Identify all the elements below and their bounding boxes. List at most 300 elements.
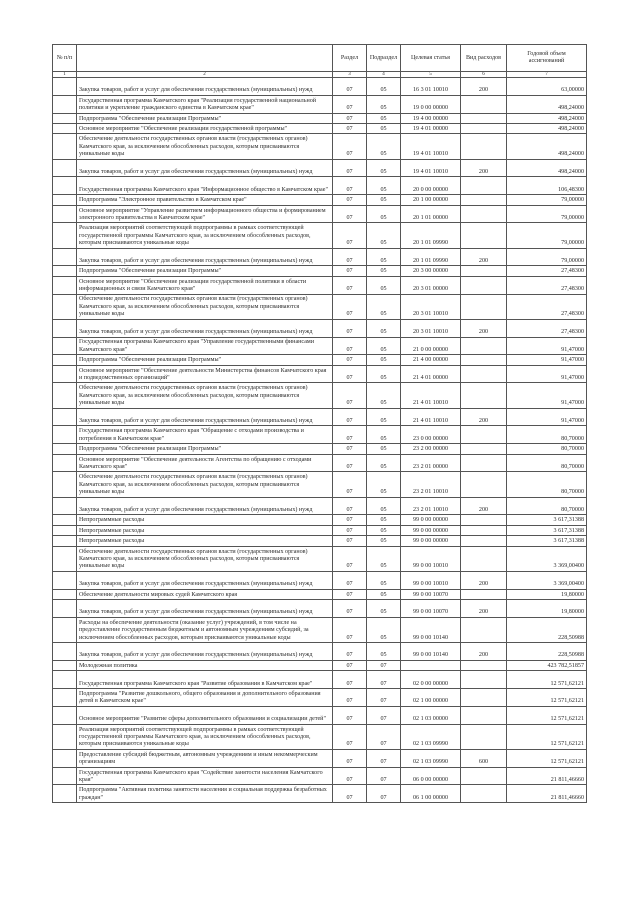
name-cell: Государственная программа Камчатского края "Управление государственными финансами Камчатского края" (77, 337, 333, 355)
number-cell (53, 497, 77, 515)
razdel-cell: 07 (333, 365, 367, 383)
table-row (53, 472, 587, 497)
name-cell: Подпрограмма "Развитие дошкольного, общего образования и дополнительного образования детей в Камчатском крае" (77, 688, 333, 706)
amount-cell: 27,48300 (507, 266, 587, 276)
number-cell (53, 337, 77, 355)
column-number: 4 (367, 72, 401, 78)
amount-cell: 91,47000 (507, 383, 587, 408)
table-row (53, 515, 587, 525)
table-row (53, 248, 587, 266)
target-article-cell: 99 0 00 00000 (401, 536, 461, 546)
table-row (53, 546, 587, 571)
target-article-cell: 02 1 03 09990 (401, 749, 461, 767)
budget-table-sheet (52, 44, 586, 803)
table-row (53, 383, 587, 408)
podrazdel-cell: 07 (367, 660, 401, 670)
razdel-cell: 07 (333, 113, 367, 123)
expense-type-cell (461, 95, 507, 113)
podrazdel-cell: 05 (367, 355, 401, 365)
amount-cell: 498,24000 (507, 95, 587, 113)
header-razdel: Раздел (333, 45, 367, 72)
razdel-cell: 07 (333, 444, 367, 454)
name-cell: Предоставление субсидий бюджетным, автономным учреждениям и иным некоммерческим организациям (77, 749, 333, 767)
target-article-cell: 02 1 03 00000 (401, 706, 461, 724)
number-cell (53, 536, 77, 546)
razdel-cell: 07 (333, 660, 367, 670)
amount-cell: 498,24000 (507, 113, 587, 123)
expense-type-cell (461, 454, 507, 472)
expense-type-cell (461, 472, 507, 497)
target-article-cell: 02 1 00 00000 (401, 688, 461, 706)
podrazdel-cell: 05 (367, 294, 401, 319)
target-article-cell: 99 0 00 10010 (401, 546, 461, 571)
header-annual-amount: Годовой объем ассигнований (507, 45, 587, 72)
razdel-cell: 07 (333, 642, 367, 660)
podrazdel-cell: 05 (367, 383, 401, 408)
podrazdel-cell: 05 (367, 205, 401, 223)
target-article-cell: 20 1 00 00000 (401, 195, 461, 205)
number-cell (53, 113, 77, 123)
number-cell (53, 195, 77, 205)
number-cell (53, 365, 77, 383)
name-cell: Непрограммные расходы (77, 525, 333, 535)
target-article-cell: 06 0 00 00000 (401, 767, 461, 785)
number-cell (53, 749, 77, 767)
razdel-cell: 07 (333, 497, 367, 515)
razdel-cell: 07 (333, 546, 367, 571)
expense-type-cell (461, 123, 507, 133)
number-cell (53, 123, 77, 133)
podrazdel-cell: 05 (367, 571, 401, 589)
table-row (53, 319, 587, 337)
name-cell: Закупка товаров, работ и услуг для обеспечения государственных (муниципальных) нужд (77, 159, 333, 177)
expense-type-cell: 200 (461, 78, 507, 96)
number-cell (53, 248, 77, 266)
number-cell (53, 426, 77, 444)
expense-type-cell (461, 205, 507, 223)
target-article-cell: 20 1 01 09990 (401, 248, 461, 266)
expense-type-cell (461, 195, 507, 205)
number-cell (53, 525, 77, 535)
table-row (53, 355, 587, 365)
amount-cell: 91,47000 (507, 355, 587, 365)
name-cell: Закупка товаров, работ и услуг для обеспечения государственных (муниципальных) нужд (77, 599, 333, 617)
amount-cell: 79,00000 (507, 248, 587, 266)
podrazdel-cell: 05 (367, 195, 401, 205)
name-cell: Закупка товаров, работ и услуг для обеспечения государственных (муниципальных) нужд (77, 642, 333, 660)
name-cell: Расходы на обеспечение деятельности (оказание услуг) учреждений, в том числе на предоставление государственным бюджетным и автономным учреждениям субсидий, за исключением обособленных расходов, которым присваиваются уникальные коды (77, 617, 333, 642)
podrazdel-cell: 05 (367, 525, 401, 535)
table-row (53, 688, 587, 706)
podrazdel-cell: 05 (367, 589, 401, 599)
podrazdel-cell: 05 (367, 78, 401, 96)
expense-type-cell (461, 688, 507, 706)
amount-cell: 498,24000 (507, 123, 587, 133)
amount-cell: 3 369,00400 (507, 546, 587, 571)
expense-type-cell (461, 724, 507, 749)
expense-type-cell: 200 (461, 319, 507, 337)
expense-type-cell (461, 785, 507, 803)
number-cell (53, 223, 77, 248)
expense-type-cell (461, 266, 507, 276)
expense-type-cell (461, 365, 507, 383)
column-number: 3 (333, 72, 367, 78)
name-cell: Государственная программа Камчатского края "Развитие образования в Камчатском крае" (77, 671, 333, 689)
table-row (53, 444, 587, 454)
table-row (53, 78, 587, 96)
podrazdel-cell: 05 (367, 266, 401, 276)
podrazdel-cell: 05 (367, 472, 401, 497)
name-cell: Подпрограмма "Электронное правительство в Камчатском крае" (77, 195, 333, 205)
razdel-cell: 07 (333, 454, 367, 472)
razdel-cell: 07 (333, 276, 367, 294)
podrazdel-cell: 05 (367, 159, 401, 177)
target-article-cell: 19 4 01 10010 (401, 159, 461, 177)
podrazdel-cell: 05 (367, 454, 401, 472)
target-article-cell: 23 2 01 10010 (401, 497, 461, 515)
number-cell (53, 383, 77, 408)
amount-cell: 498,24000 (507, 134, 587, 159)
podrazdel-cell: 05 (367, 546, 401, 571)
target-article-cell: 16 3 01 10010 (401, 78, 461, 96)
expense-type-cell: 200 (461, 571, 507, 589)
podrazdel-cell: 05 (367, 337, 401, 355)
amount-cell: 80,70000 (507, 444, 587, 454)
target-article-cell: 21 4 01 10010 (401, 383, 461, 408)
amount-cell: 228,50988 (507, 617, 587, 642)
expense-type-cell: 600 (461, 749, 507, 767)
table-row (53, 706, 587, 724)
target-article-cell: 99 0 00 10010 (401, 571, 461, 589)
amount-cell: 12 571,62121 (507, 724, 587, 749)
table-row (53, 195, 587, 205)
name-cell: Основное мероприятие "Управление развитием информационного общества и формированием электронного правительства в Камчатском крае" (77, 205, 333, 223)
amount-cell: 79,00000 (507, 195, 587, 205)
target-article-cell: 02 1 03 09990 (401, 724, 461, 749)
number-cell (53, 78, 77, 96)
amount-cell: 91,47000 (507, 365, 587, 383)
razdel-cell: 07 (333, 785, 367, 803)
expense-type-cell (461, 134, 507, 159)
number-cell (53, 444, 77, 454)
target-article-cell: 99 0 00 10070 (401, 589, 461, 599)
amount-cell: 423 782,51857 (507, 660, 587, 670)
amount-cell: 21 811,46660 (507, 767, 587, 785)
table-row (53, 536, 587, 546)
column-number: 5 (401, 72, 461, 78)
expense-type-cell (461, 177, 507, 195)
podrazdel-cell: 05 (367, 642, 401, 660)
razdel-cell: 07 (333, 123, 367, 133)
table-row (53, 276, 587, 294)
table-row (53, 365, 587, 383)
number-cell (53, 472, 77, 497)
podrazdel-cell: 07 (367, 671, 401, 689)
number-cell (53, 671, 77, 689)
razdel-cell: 07 (333, 599, 367, 617)
number-cell (53, 642, 77, 660)
amount-cell: 12 571,62121 (507, 671, 587, 689)
expense-type-cell (461, 426, 507, 444)
podrazdel-cell: 05 (367, 95, 401, 113)
target-article-cell: 21 4 01 10010 (401, 408, 461, 426)
expense-type-cell (461, 113, 507, 123)
number-cell (53, 589, 77, 599)
target-article-cell: 21 4 01 00000 (401, 365, 461, 383)
razdel-cell: 07 (333, 426, 367, 444)
razdel-cell: 07 (333, 688, 367, 706)
razdel-cell: 07 (333, 355, 367, 365)
name-cell: Закупка товаров, работ и услуг для обеспечения государственных (муниципальных) нужд (77, 497, 333, 515)
podrazdel-cell: 05 (367, 536, 401, 546)
podrazdel-cell: 05 (367, 617, 401, 642)
number-cell (53, 276, 77, 294)
target-article-cell: 06 1 00 00000 (401, 785, 461, 803)
table-row (53, 589, 587, 599)
expense-type-cell (461, 444, 507, 454)
expense-type-cell (461, 546, 507, 571)
name-cell: Основное мероприятие "Обеспечение реализации государственной программы" (77, 123, 333, 133)
target-article-cell: 99 0 00 00000 (401, 515, 461, 525)
target-article-cell: 02 0 00 00000 (401, 671, 461, 689)
header-target-article: Целевая статья (401, 45, 461, 72)
amount-cell: 80,70000 (507, 454, 587, 472)
amount-cell: 19,80000 (507, 599, 587, 617)
header-row (53, 45, 587, 72)
name-cell: Подпрограмма "Активная политика занятости населения и социальная поддержка безработных граждан" (77, 785, 333, 803)
expense-type-cell (461, 767, 507, 785)
table-row (53, 266, 587, 276)
amount-cell: 91,47000 (507, 408, 587, 426)
podrazdel-cell: 05 (367, 319, 401, 337)
target-article-cell: 23 2 00 00000 (401, 444, 461, 454)
name-cell: Основное мероприятие "Обеспечение реализации государственной политики в области информационных и связи Камчатского края" (77, 276, 333, 294)
amount-cell: 80,70000 (507, 472, 587, 497)
razdel-cell: 07 (333, 266, 367, 276)
number-cell (53, 599, 77, 617)
podrazdel-cell: 05 (367, 276, 401, 294)
number-cell (53, 767, 77, 785)
budget-table (52, 44, 587, 803)
expense-type-cell (461, 383, 507, 408)
name-cell: Основное мероприятие "Обеспечение деятельности Министерства финансов Камчатского края и подведомственных организаций" (77, 365, 333, 383)
razdel-cell: 07 (333, 319, 367, 337)
amount-cell: 27,48300 (507, 319, 587, 337)
razdel-cell: 07 (333, 515, 367, 525)
target-article-cell: 21 4 00 00000 (401, 355, 461, 365)
podrazdel-cell: 07 (367, 767, 401, 785)
number-cell (53, 205, 77, 223)
razdel-cell: 07 (333, 383, 367, 408)
name-cell: Закупка товаров, работ и услуг для обеспечения государственных (муниципальных) нужд (77, 319, 333, 337)
target-article-cell: 23 2 01 10010 (401, 472, 461, 497)
target-article-cell: 20 3 01 00000 (401, 276, 461, 294)
name-cell: Обеспечение деятельности государственных органов власти (государственных органов) Камчатского края, за исключением обособленных расходов, которым присваиваются уникальные коды (77, 546, 333, 571)
name-cell: Подпрограмма "Обеспечение реализации Программы" (77, 266, 333, 276)
amount-cell: 80,70000 (507, 497, 587, 515)
table-row (53, 454, 587, 472)
number-cell (53, 294, 77, 319)
name-cell: Реализация мероприятий соответствующей подпрограммы в рамках соответствующей государственной программы Камчатского края, за исключением обособленных расходов, которым присваиваются уникальные коды (77, 223, 333, 248)
column-number: 7 (507, 72, 587, 78)
razdel-cell: 07 (333, 525, 367, 535)
expense-type-cell (461, 276, 507, 294)
podrazdel-cell: 05 (367, 134, 401, 159)
target-article-cell: 20 1 01 09990 (401, 223, 461, 248)
razdel-cell: 07 (333, 472, 367, 497)
number-cell (53, 408, 77, 426)
name-cell: Закупка товаров, работ и услуг для обеспечения государственных (муниципальных) нужд (77, 78, 333, 96)
expense-type-cell: 200 (461, 642, 507, 660)
table-row (53, 337, 587, 355)
name-cell: Непрограммные расходы (77, 536, 333, 546)
razdel-cell: 07 (333, 706, 367, 724)
target-article-cell: 99 0 00 10070 (401, 599, 461, 617)
target-article-cell: 20 0 00 00000 (401, 177, 461, 195)
name-cell: Молодежная политика (77, 660, 333, 670)
table-row (53, 159, 587, 177)
table-row (53, 497, 587, 515)
target-article-cell: 19 4 01 00000 (401, 123, 461, 133)
table-row (53, 408, 587, 426)
razdel-cell: 07 (333, 408, 367, 426)
razdel-cell: 07 (333, 589, 367, 599)
number-cell (53, 546, 77, 571)
name-cell: Подпрограмма "Обеспечение реализации Программы" (77, 113, 333, 123)
razdel-cell: 07 (333, 617, 367, 642)
name-cell: Государственная программа Камчатского края "Содействие занятости населения Камчатского края" (77, 767, 333, 785)
podrazdel-cell: 05 (367, 444, 401, 454)
razdel-cell: 07 (333, 78, 367, 96)
amount-cell: 27,48300 (507, 294, 587, 319)
target-article-cell: 20 3 01 10010 (401, 294, 461, 319)
number-cell (53, 724, 77, 749)
podrazdel-cell: 05 (367, 223, 401, 248)
number-cell (53, 688, 77, 706)
target-article-cell: 23 0 00 00000 (401, 426, 461, 444)
podrazdel-cell: 05 (367, 426, 401, 444)
razdel-cell: 07 (333, 671, 367, 689)
amount-cell: 3 369,00400 (507, 571, 587, 589)
table-row (53, 671, 587, 689)
table-row (53, 617, 587, 642)
amount-cell: 3 617,31388 (507, 525, 587, 535)
name-cell: Обеспечение деятельности государственных органов власти (государственных органов) Камчатского края, за исключением обособленных расходов, которым присваиваются уникальные коды (77, 134, 333, 159)
amount-cell: 19,80000 (507, 589, 587, 599)
podrazdel-cell: 05 (367, 515, 401, 525)
expense-type-cell (461, 706, 507, 724)
expense-type-cell (461, 671, 507, 689)
expense-type-cell (461, 223, 507, 248)
number-cell (53, 454, 77, 472)
name-cell: Основное мероприятие "Обеспечение деятельности Агентства по обращению с отходами Камчатского края" (77, 454, 333, 472)
number-cell (53, 617, 77, 642)
podrazdel-cell: 07 (367, 785, 401, 803)
name-cell: Обеспечение деятельности государственных органов власти (государственных органов) Камчатского края, за исключением обособленных расходов, которым присваиваются уникальные коды (77, 472, 333, 497)
razdel-cell: 07 (333, 294, 367, 319)
number-cell (53, 571, 77, 589)
amount-cell: 79,00000 (507, 223, 587, 248)
expense-type-cell: 200 (461, 248, 507, 266)
razdel-cell: 07 (333, 248, 367, 266)
table-row (53, 95, 587, 113)
target-article-cell: 23 2 01 00000 (401, 454, 461, 472)
number-cell (53, 159, 77, 177)
name-cell: Государственная программа Камчатского края "Информационное общество в Камчатском крае" (77, 177, 333, 195)
target-article-cell: 20 3 01 10010 (401, 319, 461, 337)
amount-cell: 79,00000 (507, 205, 587, 223)
podrazdel-cell: 05 (367, 497, 401, 515)
podrazdel-cell: 05 (367, 113, 401, 123)
number-cell (53, 95, 77, 113)
number-cell (53, 319, 77, 337)
podrazdel-cell: 05 (367, 599, 401, 617)
target-article-cell: 20 3 00 00000 (401, 266, 461, 276)
podrazdel-cell: 05 (367, 408, 401, 426)
table-row (53, 205, 587, 223)
name-cell: Государственная программа Камчатского края "Реализация государственной национальной политики и укрепление гражданского единства в Камчатском крае" (77, 95, 333, 113)
razdel-cell: 07 (333, 195, 367, 205)
razdel-cell: 07 (333, 536, 367, 546)
podrazdel-cell: 05 (367, 365, 401, 383)
podrazdel-cell: 07 (367, 749, 401, 767)
table-row (53, 599, 587, 617)
name-cell: Основное мероприятие "Развитие сферы дополнительного образования и социализации детей" (77, 706, 333, 724)
name-cell: Закупка товаров, работ и услуг для обеспечения государственных (муниципальных) нужд (77, 248, 333, 266)
expense-type-cell (461, 617, 507, 642)
razdel-cell: 07 (333, 767, 367, 785)
podrazdel-cell: 05 (367, 248, 401, 266)
amount-cell: 12 571,62121 (507, 749, 587, 767)
podrazdel-cell: 05 (367, 123, 401, 133)
name-cell: Обеспечение деятельности государственных органов власти (государственных органов) Камчатского края, за исключением обособленных расходов, которым присваиваются уникальные коды (77, 294, 333, 319)
table-row (53, 123, 587, 133)
target-article-cell: 99 0 00 10140 (401, 617, 461, 642)
number-cell (53, 177, 77, 195)
target-article-cell: 21 0 00 00000 (401, 337, 461, 355)
expense-type-cell (461, 660, 507, 670)
amount-cell: 80,70000 (507, 426, 587, 444)
table-row (53, 426, 587, 444)
expense-type-cell: 200 (461, 599, 507, 617)
amount-cell: 91,47000 (507, 337, 587, 355)
table-row (53, 571, 587, 589)
razdel-cell: 07 (333, 95, 367, 113)
name-cell: Обеспечение деятельности мировых судей Камчатского края (77, 589, 333, 599)
target-article-cell: 99 0 00 00000 (401, 525, 461, 535)
expense-type-cell (461, 337, 507, 355)
expense-type-cell (461, 294, 507, 319)
razdel-cell: 07 (333, 205, 367, 223)
column-number: 6 (461, 72, 507, 78)
amount-cell: 498,24000 (507, 159, 587, 177)
podrazdel-cell: 05 (367, 177, 401, 195)
razdel-cell: 07 (333, 177, 367, 195)
number-cell (53, 706, 77, 724)
number-cell (53, 515, 77, 525)
table-row (53, 785, 587, 803)
name-cell: Закупка товаров, работ и услуг для обеспечения государственных (муниципальных) нужд (77, 571, 333, 589)
table-row (53, 642, 587, 660)
header-expense-type: Вид расходов (461, 45, 507, 72)
podrazdel-cell: 07 (367, 724, 401, 749)
amount-cell: 3 617,31388 (507, 536, 587, 546)
podrazdel-cell: 07 (367, 706, 401, 724)
amount-cell: 106,48300 (507, 177, 587, 195)
name-cell: Подпрограмма "Обеспечение реализации Программы" (77, 444, 333, 454)
number-cell (53, 134, 77, 159)
name-cell: Подпрограмма "Обеспечение реализации Программы" (77, 355, 333, 365)
